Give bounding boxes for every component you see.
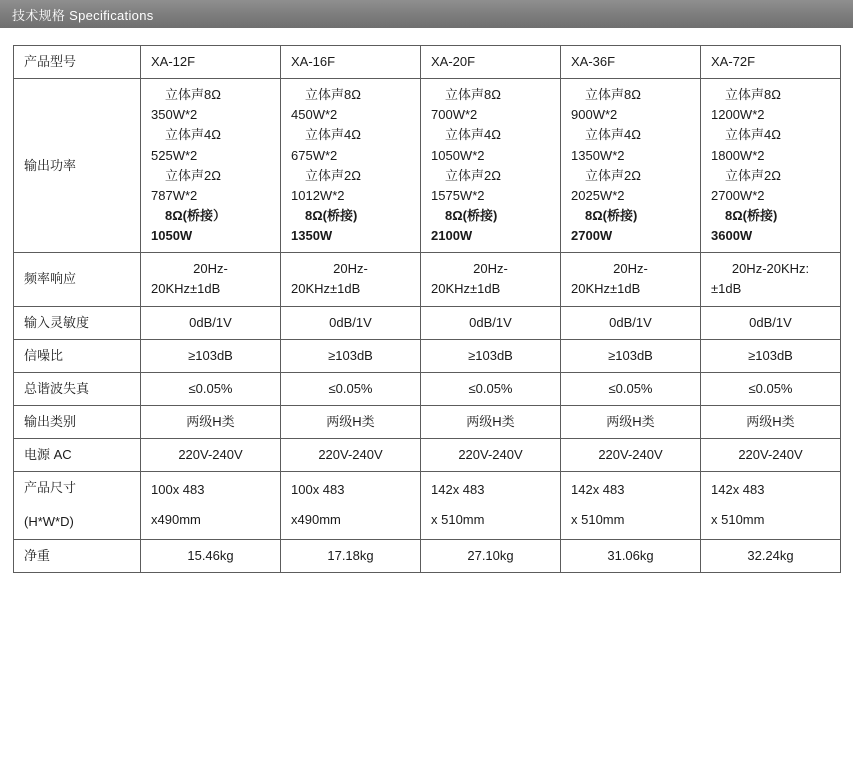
stereo-8ohm-value: 700W*2 (431, 107, 478, 123)
stereo-4ohm-label: 立体声4Ω (165, 127, 221, 143)
freq-line-2: 20KHz±1dB (571, 281, 641, 297)
stereo-4ohm-label: 立体声4Ω (725, 127, 781, 143)
frequency-response-cell-2 (421, 253, 561, 306)
bridge-label: 8Ω(桥接) (445, 207, 498, 223)
thd-cell-0: ≤0.05% (141, 372, 281, 405)
table-row (14, 339, 841, 372)
bridge-value: 1050W (151, 228, 193, 244)
bridge-value: 2100W (431, 228, 473, 244)
output-class-cell-1: 两级H类 (281, 405, 421, 438)
input-sensitivity-cell-0: 0dB/1V (141, 306, 281, 339)
output-class-cell-0: 两级H类 (141, 405, 281, 438)
table-row (14, 46, 841, 79)
dimension-line-1: 142x 483 (571, 482, 625, 498)
row-label-output-power: 输出功率 (14, 79, 141, 253)
stereo-2ohm-value: 1575W*2 (431, 187, 485, 203)
stereo-8ohm-label: 立体声8Ω (725, 87, 781, 103)
model-header-2: XA-20F (421, 46, 561, 79)
stereo-4ohm-label: 立体声4Ω (445, 127, 501, 143)
row-label-frequency-response: 频率响应 (14, 253, 141, 306)
stereo-2ohm-label: 立体声2Ω (585, 167, 641, 183)
frequency-response-cell-4 (701, 253, 841, 306)
snr-cell-3: ≥103dB (561, 339, 701, 372)
row-label-model: 产品型号 (14, 46, 141, 79)
input-sensitivity-cell-2: 0dB/1V (421, 306, 561, 339)
table-row (14, 253, 841, 306)
dimension-line-2: x 510mm (571, 512, 625, 528)
output-power-cell-1 (281, 79, 421, 253)
row-label-power-supply: 电源 AC (14, 439, 141, 472)
table-row (14, 472, 841, 539)
bridge-label: 8Ω(桥接) (725, 207, 778, 223)
dimensions-label-line-1: 产品尺寸 (24, 480, 77, 496)
frequency-response-cell-0 (141, 253, 281, 306)
dimension-line-2: x490mm (151, 512, 201, 528)
power-supply-cell-3: 220V-240V (561, 439, 701, 472)
bridge-label: 8Ω(桥接） (165, 207, 226, 223)
stereo-8ohm-label: 立体声8Ω (445, 87, 501, 103)
power-supply-cell-0: 220V-240V (141, 439, 281, 472)
freq-line-1: 20Hz- (193, 261, 228, 277)
stereo-4ohm-label: 立体声4Ω (305, 127, 361, 143)
net-weight-cell-2: 27.10kg (421, 539, 561, 572)
stereo-4ohm-label: 立体声4Ω (585, 127, 641, 143)
row-label-net-weight: 净重 (14, 539, 141, 572)
snr-cell-1: ≥103dB (281, 339, 421, 372)
net-weight-cell-1: 17.18kg (281, 539, 421, 572)
bridge-value: 2700W (571, 228, 613, 244)
output-power-cell-4 (701, 79, 841, 253)
stereo-2ohm-value: 2025W*2 (571, 187, 625, 203)
power-supply-cell-4: 220V-240V (701, 439, 841, 472)
stereo-4ohm-value: 1350W*2 (571, 147, 625, 163)
power-supply-cell-2: 220V-240V (421, 439, 561, 472)
table-row (14, 306, 841, 339)
model-header-4: XA-72F (701, 46, 841, 79)
input-sensitivity-cell-3: 0dB/1V (561, 306, 701, 339)
stereo-2ohm-label: 立体声2Ω (165, 167, 221, 183)
dimensions-label-line-2: (H*W*D) (24, 514, 74, 530)
thd-cell-3: ≤0.05% (561, 372, 701, 405)
bridge-value: 3600W (711, 228, 753, 244)
dimension-line-1: 100x 483 (291, 482, 345, 498)
snr-cell-2: ≥103dB (421, 339, 561, 372)
dimension-line-1: 142x 483 (431, 482, 485, 498)
dimension-line-1: 142x 483 (711, 482, 765, 498)
stereo-4ohm-value: 675W*2 (291, 147, 338, 163)
thd-cell-1: ≤0.05% (281, 372, 421, 405)
section-header-bar (0, 0, 853, 28)
page-title: 技术规格 Specifications (12, 7, 154, 23)
output-power-cell-3 (561, 79, 701, 253)
net-weight-cell-4: 32.24kg (701, 539, 841, 572)
net-weight-cell-3: 31.06kg (561, 539, 701, 572)
stereo-2ohm-label: 立体声2Ω (725, 167, 781, 183)
table-row (14, 439, 841, 472)
specifications-table-wrapper (13, 45, 840, 573)
output-class-cell-4: 两级H类 (701, 405, 841, 438)
dimension-line-1: 100x 483 (151, 482, 205, 498)
net-weight-cell-0: 15.46kg (141, 539, 281, 572)
frequency-response-cell-1 (281, 253, 421, 306)
stereo-8ohm-value: 900W*2 (571, 107, 618, 123)
stereo-8ohm-label: 立体声8Ω (165, 87, 221, 103)
stereo-8ohm-value: 450W*2 (291, 107, 338, 123)
snr-cell-0: ≥103dB (141, 339, 281, 372)
thd-cell-2: ≤0.05% (421, 372, 561, 405)
freq-line-1: 20Hz- (473, 261, 508, 277)
stereo-2ohm-label: 立体声2Ω (305, 167, 361, 183)
bridge-value: 1350W (291, 228, 333, 244)
row-label-thd: 总谐波失真 (14, 372, 141, 405)
dimensions-cell-3 (561, 472, 701, 539)
output-power-cell-2 (421, 79, 561, 253)
dimension-line-2: x490mm (291, 512, 341, 528)
input-sensitivity-cell-4: 0dB/1V (701, 306, 841, 339)
row-label-output-class: 输出类别 (14, 405, 141, 438)
stereo-4ohm-value: 1050W*2 (431, 147, 485, 163)
stereo-4ohm-value: 1800W*2 (711, 147, 765, 163)
row-label-input-sensitivity: 输入灵敏度 (14, 306, 141, 339)
freq-line-2: 20KHz±1dB (151, 281, 221, 297)
output-class-cell-3: 两级H类 (561, 405, 701, 438)
specifications-table (13, 45, 841, 573)
dimensions-cell-0 (141, 472, 281, 539)
table-row (14, 405, 841, 438)
stereo-2ohm-value: 787W*2 (151, 187, 198, 203)
snr-cell-4: ≥103dB (701, 339, 841, 372)
row-label-snr: 信噪比 (14, 339, 141, 372)
freq-line-2: 20KHz±1dB (431, 281, 501, 297)
freq-line-1: 20Hz- (613, 261, 648, 277)
power-supply-cell-1: 220V-240V (281, 439, 421, 472)
stereo-8ohm-label: 立体声8Ω (305, 87, 361, 103)
bridge-label: 8Ω(桥接) (585, 207, 638, 223)
stereo-2ohm-label: 立体声2Ω (445, 167, 501, 183)
dimensions-cell-1 (281, 472, 421, 539)
dimensions-cell-2 (421, 472, 561, 539)
stereo-4ohm-value: 525W*2 (151, 147, 198, 163)
table-row (14, 372, 841, 405)
stereo-2ohm-value: 1012W*2 (291, 187, 345, 203)
dimension-line-2: x 510mm (711, 512, 765, 528)
table-row (14, 539, 841, 572)
table-row (14, 79, 841, 253)
input-sensitivity-cell-1: 0dB/1V (281, 306, 421, 339)
freq-line-1: 20Hz-20KHz: (731, 261, 810, 277)
output-power-cell-0 (141, 79, 281, 253)
frequency-response-cell-3 (561, 253, 701, 306)
dimensions-cell-4 (701, 472, 841, 539)
bridge-label: 8Ω(桥接) (305, 207, 358, 223)
model-header-1: XA-16F (281, 46, 421, 79)
thd-cell-4: ≤0.05% (701, 372, 841, 405)
model-header-0: XA-12F (141, 46, 281, 79)
model-header-3: XA-36F (561, 46, 701, 79)
stereo-8ohm-label: 立体声8Ω (585, 87, 641, 103)
freq-line-2: ±1dB (711, 281, 742, 297)
output-class-cell-2: 两级H类 (421, 405, 561, 438)
dimension-line-2: x 510mm (431, 512, 485, 528)
row-label-dimensions (14, 472, 141, 539)
freq-line-2: 20KHz±1dB (291, 281, 361, 297)
stereo-8ohm-value: 1200W*2 (711, 107, 765, 123)
stereo-8ohm-value: 350W*2 (151, 107, 198, 123)
freq-line-1: 20Hz- (333, 261, 368, 277)
stereo-2ohm-value: 2700W*2 (711, 187, 765, 203)
